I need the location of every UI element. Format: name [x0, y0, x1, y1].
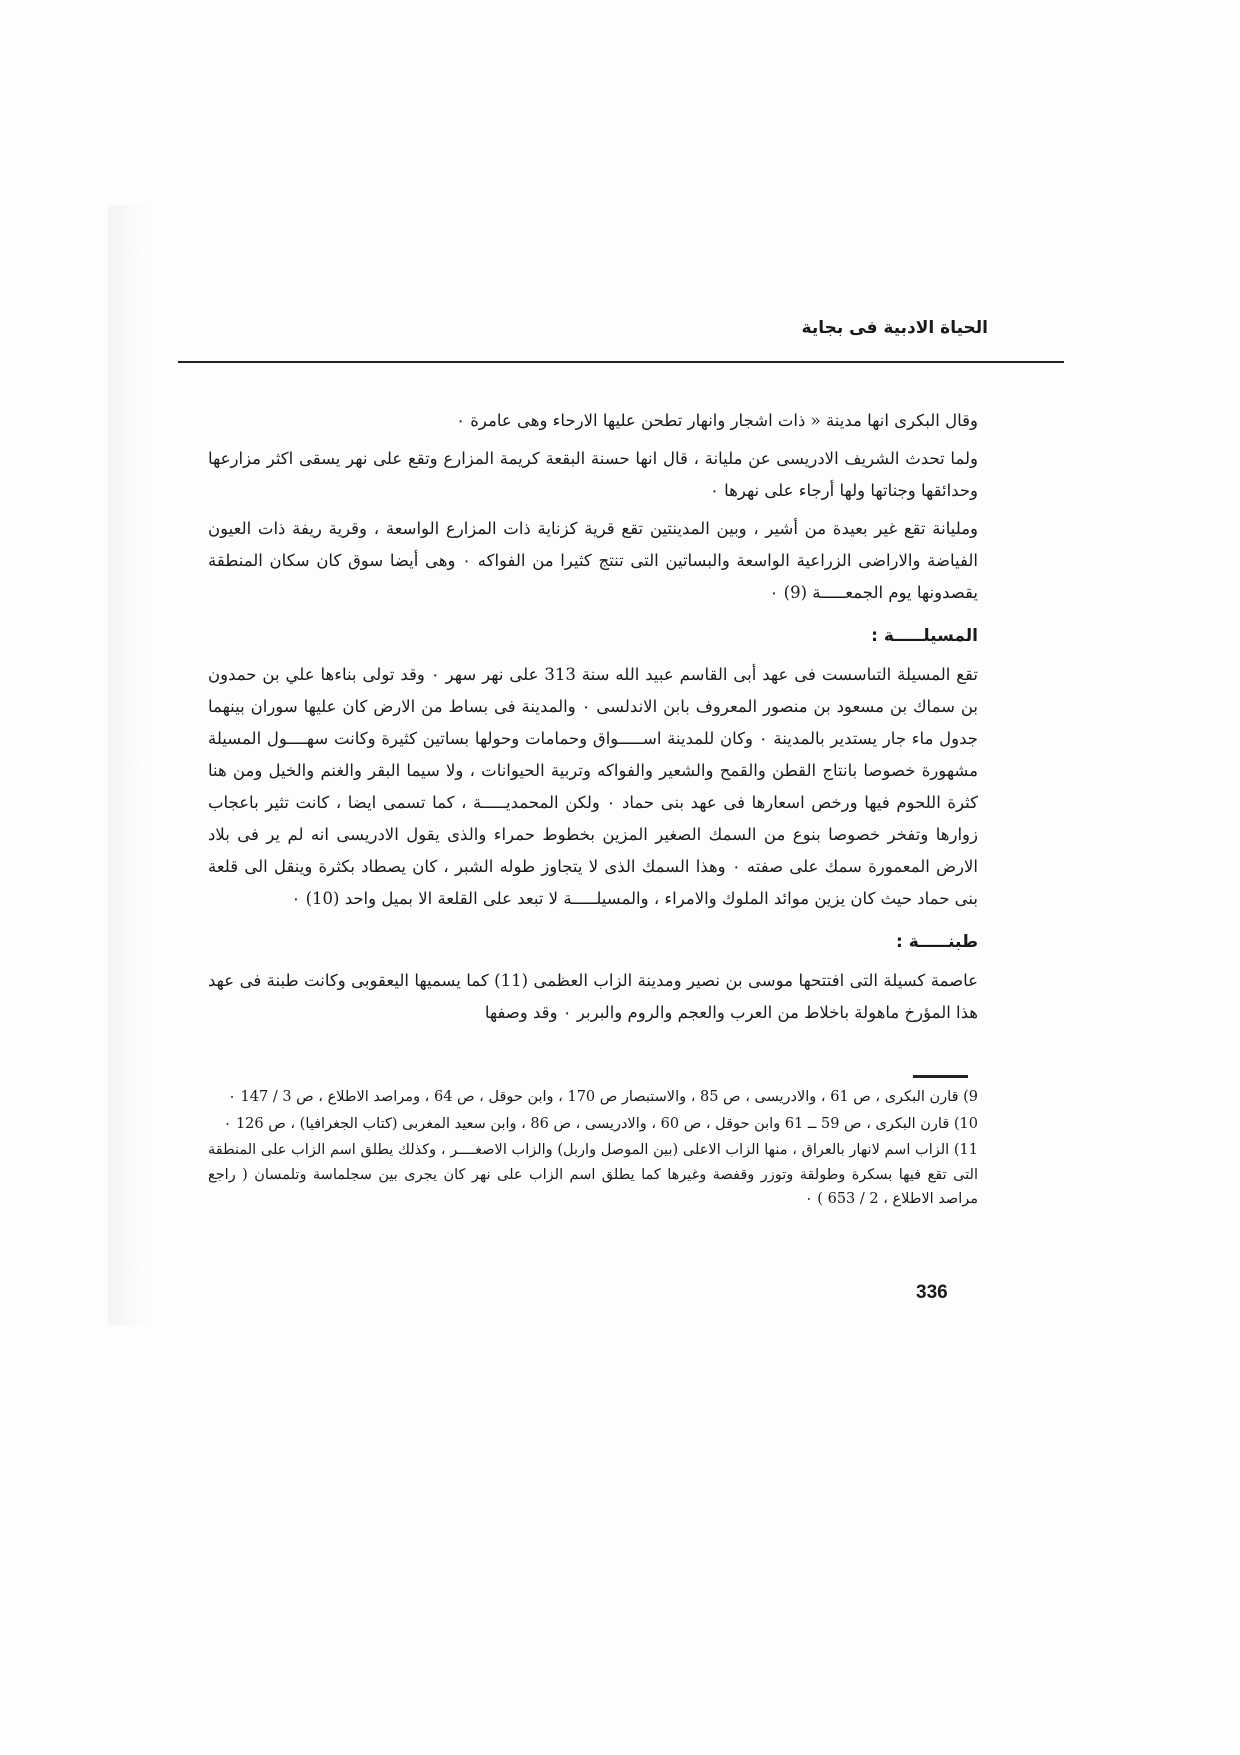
- heading-masila: المسيلـــــة :: [871, 626, 978, 646]
- scan-edge-shadow: [108, 205, 148, 1325]
- footnotes: [208, 1085, 978, 1214]
- paragraph-masila: تقع المسيلة التىاسست فى عهد أبى القاسم عبيد الله سنة 313 على نهر سهر ٠ وقد تولى بناءها علي بن حمدون بن سماك بن مسعود بن منصور المعروف بابن الاندلسى ٠ والمدينة فى بساط من الارض كان عليها سوران بينهما جدول ماء جار يستدير بالمدينة ٠ وكان للمدينة اســـــواق وحمامات وحولها بساتين كثيرة وكانت سهــــول المسيلة مشهورة خصوصا بانتاج القطن والقمح والشعير والفواكه وتربية الحيوانات ، ولا سيما البقر والغنم والخيل ومن هنا كثرة اللحوم فيها ورخص اسعارها فى عهد بنى حماد ٠ ولكن المحمديـــــة ، كما تسمى ايضا ، كانت تثير باعجاب زوارها وتفخر خصوصا بنوع من السمك الصغير المزين بخطوط حمراء والذى يقول الادريسى انه لم ير فى بلاد الارض المعمورة سمك على صفته ٠ وهذا السمك الذى لا يتجاوز طوله الشبر ، كان يصطاد بكثرة وينقل الى قلعة بنى حماد حيث كان يزين موائد الملوك والامراء ، والمسيلـــــة لا تبعد على القلعة الا بميل واحد (10) ٠: [208, 665, 979, 908]
- footnote-9: 9) قارن البكرى ، ص 61 ، والادريسى ، ص 85 ، والاستبصار ص 170 ، وابن حوقل ، ص 64 ، ومراصد الاطلاع ، ص 3 / 147 ٠: [228, 1089, 978, 1105]
- header-rule: [178, 361, 1064, 363]
- running-head: الحياة الادبية فى بجاية: [801, 318, 988, 338]
- page-number: 336: [916, 1282, 948, 1303]
- paragraph-miliana: ومليانة تقع غير بعيدة من أشير ، وبين المدينتين تقع قرية كزناية ذات المزارع الواسعة ، وقرية ريفة ذات العيون الفياضة والاراضى الزراعية الواسعة والبساتين التى تنتج كثيرا من الفواكه ٠ وهى أيضا سوق كان سكان المنطقة يقصدونها يوم الجمعـــــة (9) ٠: [208, 519, 978, 602]
- paragraph-bakri: وقال البكرى انها مدينة « ذات اشجار وانهار تطحن عليها الارحاء وهى عامرة ٠: [456, 411, 978, 430]
- main-text: [208, 405, 978, 1035]
- footnote-11: 11) الزاب اسم لانهار بالعراق ، منها الزاب الاعلى (بين الموصل واربل) والزاب الاصغــــر ، وكذلك يطلق اسم الزاب على المنطقة التى تقع فيها بسكرة وطولقة وتوزر وقفصة وغيرها كما يطلق اسم الزاب على نهر كان يجرى بين سجلماسة وتلمسان ( راجع مراصد الاطلاع ، 2 / 653 ) ٠: [208, 1142, 978, 1207]
- footnote-10: 10) قارن البكرى ، ص 59 ــ 61 وابن حوقل ، ص 60 ، والادريسى ، ص 86 ، وابن سعيد المغربى (كتاب الجغرافيا) ، ص 126 ٠: [223, 1115, 978, 1132]
- footnote-rule: [913, 1075, 968, 1078]
- paragraph-tubna: عاصمة كسيلة التى افتتحها موسى بن نصير ومدينة الزاب العظمى (11) كما يسميها اليعقوبى وكانت طبنة فى عهد هذا المؤرخ ماهولة باخلاط من العرب والعجم والروم والبربر ٠ وقد وصفها: [208, 971, 979, 1022]
- heading-tubna: طبنـــــة :: [896, 932, 978, 952]
- paragraph-idrisi: ولما تحدث الشريف الادريسى عن مليانة ، قال انها حسنة البقعة كريمة المزارع وتقع على نهر يسقى اكثر مزارعها وحدائقها وجناتها ولها أرجاء على نهرها ٠: [208, 449, 978, 500]
